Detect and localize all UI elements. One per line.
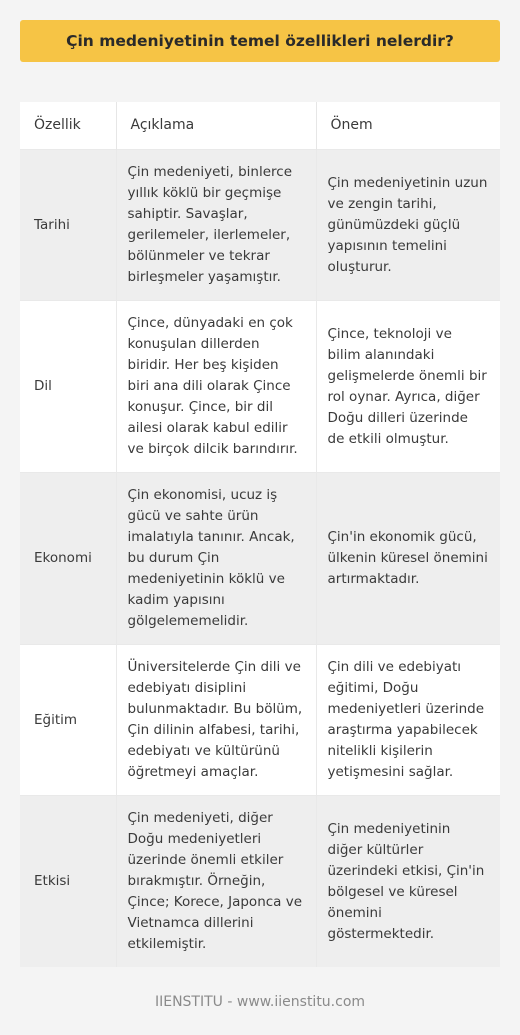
table-row [20,796,500,968]
table-row [20,301,500,473]
table-row [20,150,500,301]
feature-cell: Eğitim [20,645,116,796]
column-header-feature: Özellik [20,102,116,150]
description-cell: Çince, dünyadaki en çok konuşulan dillerden biridir. Her beş kişiden biri ana dili olarak Çince konuşur. Çince, bir dil ailesi olarak kabul edilir ve birçok dilcik barındırır. [116,301,316,473]
column-header-description: Açıklama [116,102,316,150]
importance-cell: Çin medeniyetinin diğer kültürler üzerindeki etkisi, Çin'in bölgesel ve küresel önemini göstermektedir. [316,796,500,968]
table-row [20,473,500,645]
feature-cell: Ekonomi [20,473,116,645]
column-header-importance: Önem [316,102,500,150]
feature-cell: Dil [20,301,116,473]
feature-cell: Tarihi [20,150,116,301]
description-cell: Çin medeniyeti, diğer Doğu medeniyetleri üzerinde önemli etkiler bırakmıştır. Örneğin, Çince; Korece, Japonca ve Vietnamca dillerini etkilemiştir. [116,796,316,968]
description-cell: Çin medeniyeti, binlerce yıllık köklü bir geçmişe sahiptir. Savaşlar, gerilemeler, ilerlemeler, bölünmeler ve tekrar birleşmeler yaşamıştır. [116,150,316,301]
description-cell: Çin ekonomisi, ucuz iş gücü ve sahte ürün imalatıyla tanınır. Ancak, bu durum Çin medeniyetinin köklü ve kadim yapısını gölgelememelidir. [116,473,316,645]
features-table [20,102,500,967]
importance-cell: Çince, teknoloji ve bilim alanındaki gelişmelerde önemli bir rol oynar. Ayrıca, diğer Doğu dilleri üzerinde de etkili olmuştur. [316,301,500,473]
table-row [20,645,500,796]
description-cell: Üniversitelerde Çin dili ve edebiyatı disiplini bulunmaktadır. Bu bölüm, Çin dilinin alfabesi, tarihi, edebiyatı ve kültürünü öğretmeyi amaçlar. [116,645,316,796]
footer-credit: IIENSTITU - www.iienstitu.com [154,994,366,1010]
page-title: Çin medeniyetinin temel özellikleri nelerdir? [66,32,454,50]
title-banner [20,20,500,62]
table-header-row [20,102,500,150]
feature-cell: Etkisi [20,796,116,968]
importance-cell: Çin medeniyetinin uzun ve zengin tarihi, günümüzdeki güçlü yapısının temelini oluşturur. [316,150,500,301]
importance-cell: Çin dili ve edebiyatı eğitimi, Doğu medeniyetleri üzerinde araştırma yapabilecek nitelikli kişilerin yetişmesini sağlar. [316,645,500,796]
importance-cell: Çin'in ekonomik gücü, ülkenin küresel önemini artırmaktadır. [316,473,500,645]
